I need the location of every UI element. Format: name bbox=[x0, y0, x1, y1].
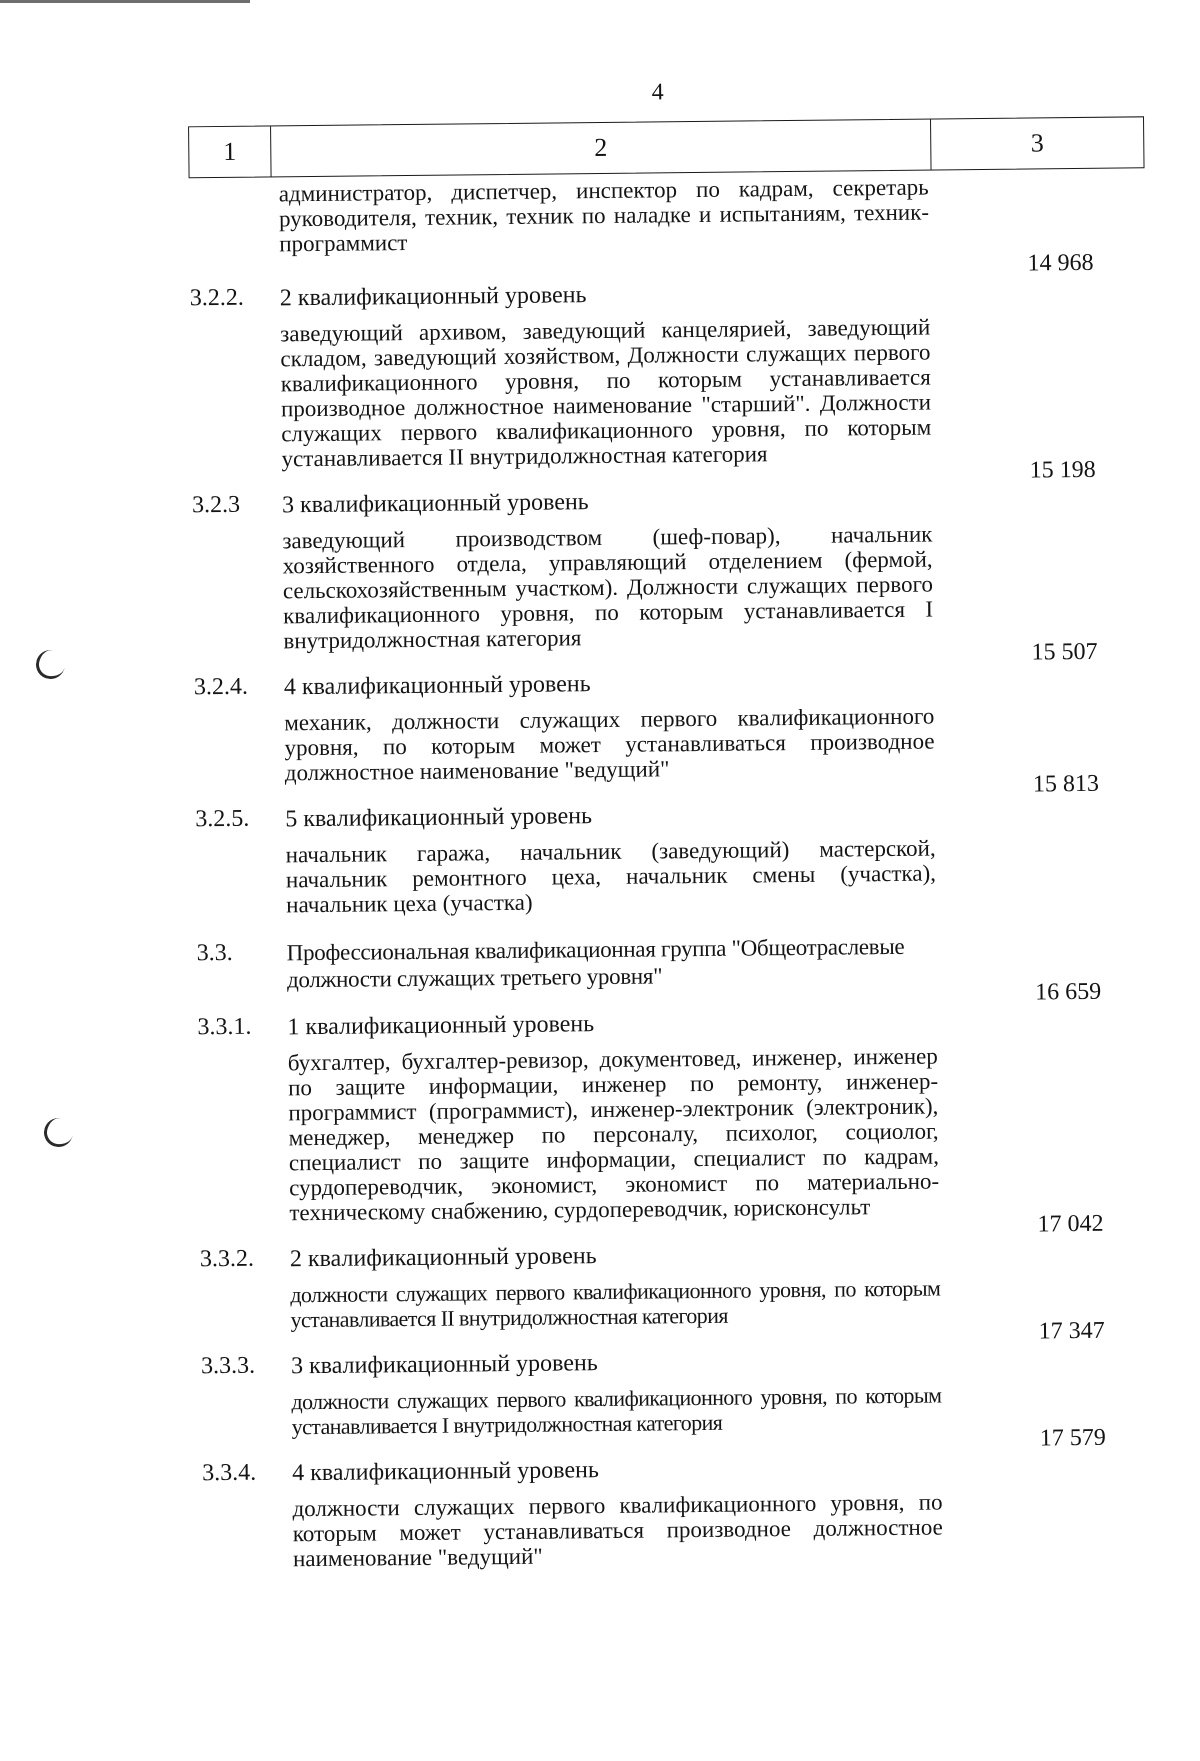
row-text: должности служащих первого квалификационного уровня, по которым может устанавливаться производное должностное наименование "ведущий" bbox=[292, 1489, 943, 1572]
row-text: должности служащих первого квалификационного уровня, по которым устанавливается I внутридолжностная категория bbox=[291, 1382, 942, 1440]
table-row bbox=[202, 1424, 1163, 1572]
row-text: бухгалтер, бухгалтер-ревизор, документовед, инженер, инженер по защите информации, инженер по ремонту, инженер-программист (программист), инженер-электроник (электроник), менеджер, менеджер по персоналу, психолог, социолог, специалист по защите информации, специалист по кадрам, сурдопереводчик, экономист, экономист по материально-техническому снабжению, сурдопереводчик, юрисконсульт bbox=[287, 1043, 940, 1226]
group-title: Профессиональная квалификационная группа "Общеотраслевые должности служащих третьего уровня" bbox=[286, 933, 905, 993]
table-row bbox=[193, 638, 1155, 786]
intro-text: администратор, диспетчер, инспектор по кадрам, секретарь руководителя, техник, техник по наладке и испытаниям, техник-программист bbox=[278, 174, 930, 257]
page-number: 4 bbox=[651, 79, 664, 106]
row-code: 3.3.1. bbox=[197, 1013, 252, 1041]
table-header bbox=[188, 116, 1144, 178]
row-code: 3.3.4. bbox=[202, 1459, 257, 1487]
row-salary: 15 507 bbox=[1031, 638, 1098, 666]
row-text: начальник гаража, начальник (заведующий) мастерской, начальник ремонтного цеха, начальник смены (участка), начальник цеха (участка) bbox=[285, 835, 937, 918]
row-code: 3.2.3 bbox=[191, 491, 241, 519]
row-code: 3.3.3. bbox=[200, 1352, 256, 1380]
row-salary: 16 659 bbox=[1035, 978, 1102, 1006]
row-code: 3.2.2. bbox=[189, 284, 244, 312]
table-row bbox=[189, 249, 1152, 472]
row-title: 4 квалификационный уровень bbox=[283, 671, 591, 701]
row-code: 3.2.5. bbox=[195, 805, 250, 833]
column-header-3: 3 bbox=[1030, 128, 1044, 158]
row-title: 5 квалификационный уровень bbox=[285, 803, 593, 833]
row-text: должности служащих первого квалификационного уровня, по которым устанавливается II внутридолжностная категория bbox=[290, 1275, 941, 1333]
row-salary: 15 813 bbox=[1032, 770, 1100, 798]
row-title: 3 квалификационный уровень bbox=[281, 489, 589, 519]
table-row bbox=[191, 456, 1154, 654]
table-row bbox=[199, 1210, 1161, 1333]
column-header-2: 2 bbox=[271, 120, 931, 177]
row-text: заведующий производством (шеф-повар), начальник хозяйственного отдела, управляющий отделением (фермой, сельскохозяйственным участком). Должности служащих первого квалификационного уровня, по которым устанавливается I внутридолжностная категория bbox=[282, 521, 934, 654]
scan-edge-mark bbox=[0, 0, 250, 3]
row-title: 2 квалификационный уровень bbox=[289, 1243, 597, 1273]
column-header-1: 1 bbox=[189, 126, 272, 177]
row-code: 3.3. bbox=[196, 939, 233, 967]
row-title: 1 квалификационный уровень bbox=[287, 1011, 595, 1041]
row-salary: 17 579 bbox=[1039, 1424, 1106, 1452]
row-text: механик, должности служащих первого квалификационного уровня, по которым может устанавливаться производное должностное наименование "ведущий" bbox=[284, 703, 935, 786]
row-code: 3.2.4. bbox=[193, 673, 249, 701]
row-salary: 17 042 bbox=[1037, 1210, 1104, 1238]
row-title: 4 квалификационный уровень bbox=[292, 1457, 599, 1487]
row-salary: 17 347 bbox=[1038, 1317, 1105, 1345]
table-row-group bbox=[196, 916, 1157, 994]
table-body bbox=[189, 172, 1164, 1572]
table-row bbox=[195, 770, 1156, 918]
row-text: заведующий архивом, заведующий канцелярией, заведующий складом, заведующий хозяйством, Должности служащих первого квалификационного уровня, по которым устанавливается производное должностное наименование "старший". Должности служащих первого квалификационного уровня, по которым устанавливается II внутридолжностная категория bbox=[280, 314, 932, 472]
row-salary: 14 968 bbox=[1027, 249, 1094, 277]
row-salary: 15 198 bbox=[1029, 456, 1096, 484]
table-row bbox=[200, 1317, 1162, 1440]
table-row bbox=[197, 978, 1159, 1226]
row-title: 2 квалификационный уровень bbox=[279, 282, 587, 312]
row-code: 3.3.2. bbox=[199, 1245, 255, 1273]
row-title: 3 квалификационный уровень bbox=[290, 1350, 598, 1380]
